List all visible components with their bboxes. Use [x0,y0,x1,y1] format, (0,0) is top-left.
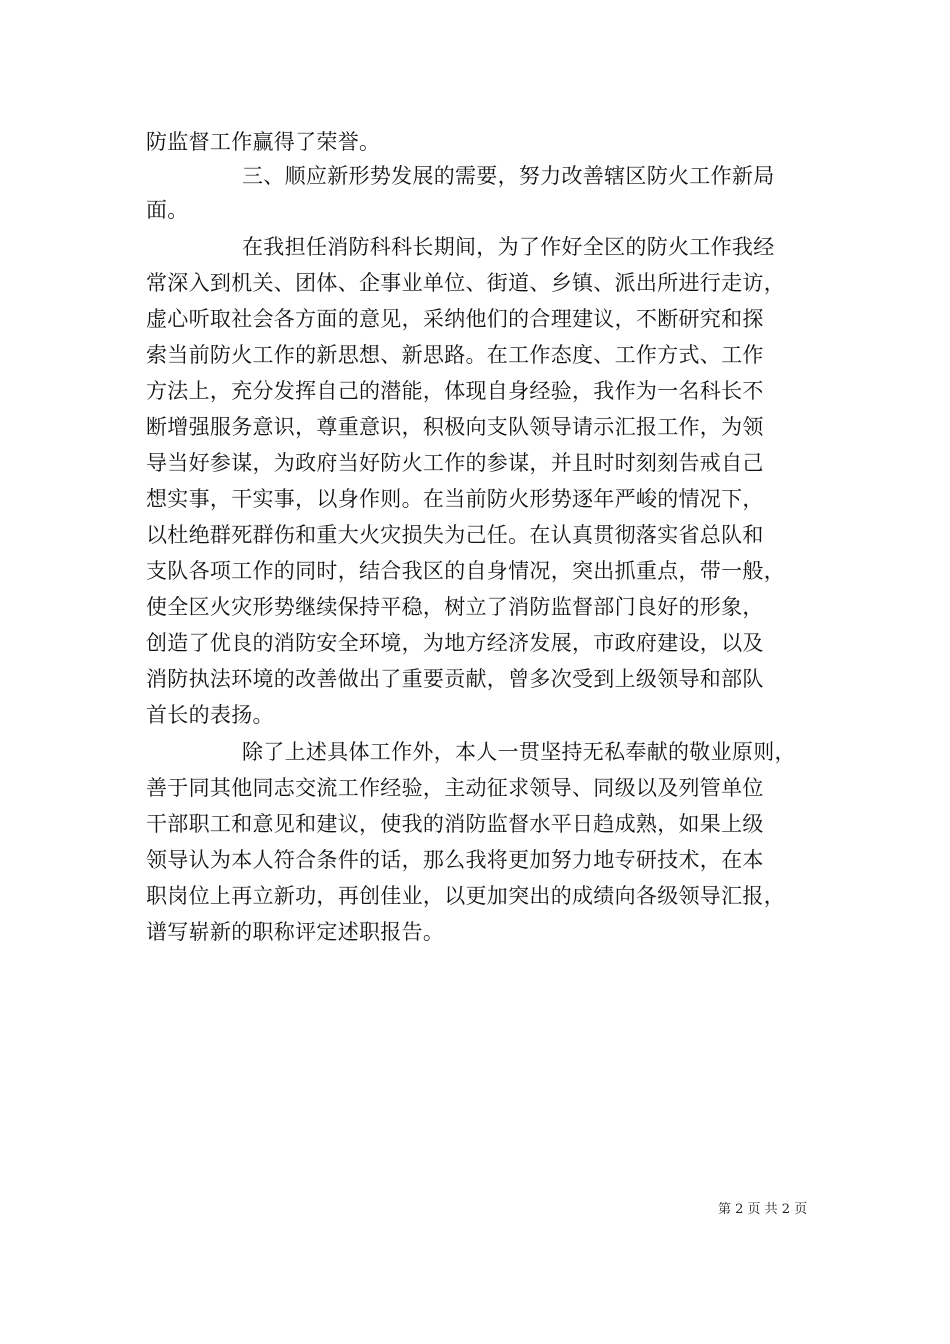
body-text-line: 想实事，干实事，以身作则。在当前防火形势逐年严峻的情况下， [146,487,764,511]
page-number-footer: 第 2 页 共 2 页 [718,1202,808,1217]
body-text-line: 断增强服务意识，尊重意识，积极向支队领导请示汇报工作，为领 [146,415,764,439]
body-text-line: 支队各项工作的同时，结合我区的自身情况，突出抓重点，带一般， [146,559,785,583]
body-text-line: 领导认为本人符合条件的话，那么我将更加努力地专研技术，在本 [146,848,764,872]
body-text-line: 防监督工作赢得了荣誉。 [146,130,381,154]
body-text-line: 在我担任消防科科长期间，为了作好全区的防火工作我经 [242,235,775,259]
body-text-line: 常深入到机关、团体、企事业单位、街道、乡镇、派出所进行走访， [146,271,785,295]
body-text-line: 方法上，充分发挥自己的潜能，体现自身经验，我作为一名科长不 [146,379,764,403]
body-text-line: 干部职工和意见和建议，使我的消防监督水平日趋成熟，如果上级 [146,812,764,836]
section-heading-line: 面。 [146,198,189,222]
body-text-line: 善于同其他同志交流工作经验，主动征求领导、同级以及列管单位 [146,776,764,800]
body-text-line: 消防执法环境的改善做出了重要贡献，曾多次受到上级领导和部队 [146,667,764,691]
body-text-line: 以杜绝群死群伤和重大火灾损失为己任。在认真贯彻落实省总队和 [146,523,764,547]
body-text-line: 职岗位上再立新功，再创佳业，以更加突出的成绩向各级领导汇报， [146,884,785,908]
section-heading-line: 三、顺应新形势发展的需要，努力改善辖区防火工作新局 [242,164,775,188]
body-text-line: 虚心听取社会各方面的意见，采纳他们的合理建议，不断研究和探 [146,307,764,331]
body-text-line: 创造了优良的消防安全环境，为地方经济发展，市政府建设，以及 [146,631,764,655]
body-text-line: 导当好参谋，为政府当好防火工作的参谋，并且时时刻刻告戒自己 [146,451,764,475]
body-text-line: 除了上述具体工作外，本人一贯坚持无私奉献的敬业原则， [242,740,796,764]
body-text-line: 使全区火灾形势继续保持平稳，树立了消防监督部门良好的形象， [146,595,764,619]
body-text-line: 索当前防火工作的新思想、新思路。在工作态度、工作方式、工作 [146,343,764,367]
body-text-line: 谱写崭新的职称评定述职报告。 [146,920,445,944]
body-text-line: 首长的表扬。 [146,703,274,727]
